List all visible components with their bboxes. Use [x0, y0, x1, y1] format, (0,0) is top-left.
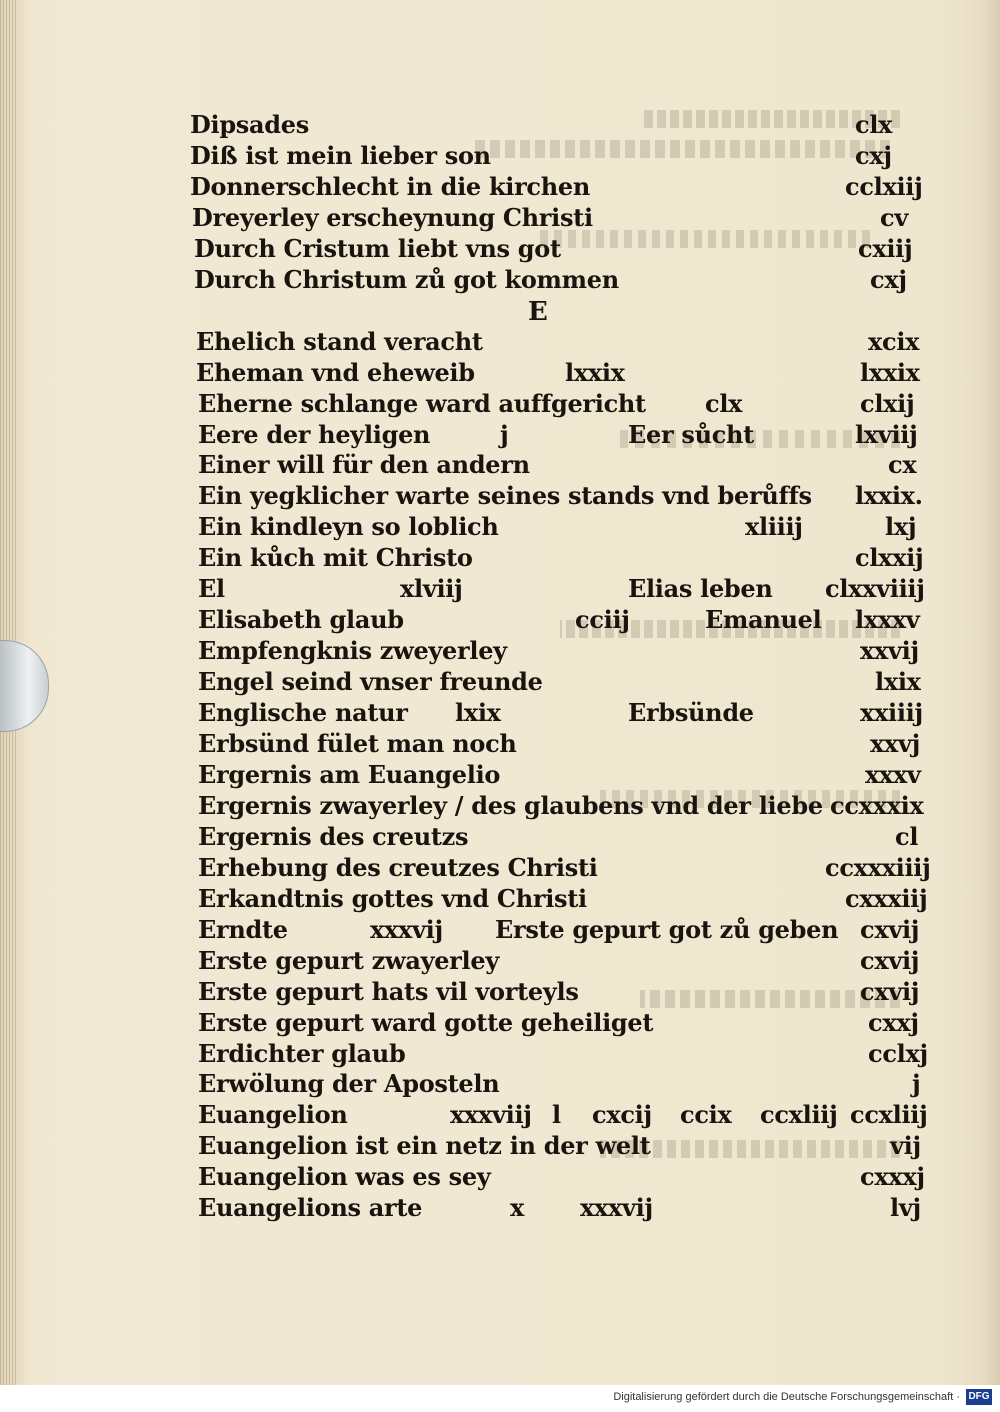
- entry-term: Ergernis am Euangelio: [198, 759, 501, 789]
- entry-reference: j: [500, 419, 509, 449]
- entry-term: Dreyerley erscheynung Christi: [192, 202, 593, 232]
- index-entry: [0, 1162, 1000, 1192]
- entry-reference: cxcij: [592, 1100, 652, 1130]
- entry-reference: clxxviiij: [825, 574, 925, 604]
- entry-reference: x: [510, 1193, 525, 1223]
- entry-term: Diß ist mein lieber son: [190, 140, 491, 170]
- entry-term: Durch Christum zů got kommen: [194, 264, 619, 294]
- index-entry: [0, 853, 1000, 883]
- entry-term: Erndte: [198, 914, 288, 944]
- index-entry: [0, 110, 1000, 140]
- entry-reference: clxij: [860, 388, 915, 418]
- footer-credit: Digitalisierung gefördert durch die Deutsche Forschungsgemeinschaft ·: [613, 1391, 960, 1403]
- index-entry: [0, 203, 1000, 233]
- entry-reference: cxj: [855, 140, 892, 170]
- entry-term: Engel seind vnser freunde: [198, 667, 543, 697]
- index-entry: [0, 667, 1000, 697]
- entry-reference: lxxxv: [855, 605, 920, 635]
- entry-reference: cciij: [575, 605, 630, 635]
- entry-reference: xxvij: [860, 636, 919, 666]
- entry-reference: ccxxxix: [830, 790, 924, 820]
- entry-reference: xxiiij: [860, 698, 923, 728]
- entry-term: Elisabeth glaub: [198, 605, 404, 635]
- section-letter: E: [528, 297, 548, 327]
- index-entry: [0, 1008, 1000, 1038]
- entry-reference: xxvj: [870, 729, 921, 758]
- entry-reference: xcix: [868, 326, 920, 356]
- entry-term: Euangelion: [198, 1100, 348, 1130]
- index-entry: [0, 327, 1000, 357]
- index-entry: [0, 791, 1000, 821]
- entry-term: Empfengknis zweyerley: [198, 636, 507, 666]
- entry-reference: cxxxiij: [845, 883, 928, 913]
- entry-term: Ergernis des creutzs: [198, 821, 469, 851]
- index-entry: [0, 698, 1000, 728]
- entry-term: Durch Cristum liebt vns got: [194, 233, 561, 263]
- entry-term: Erbsünd fület man noch: [198, 729, 517, 758]
- entry-reference: lxxix: [565, 357, 625, 387]
- entry-reference: xlviij: [400, 574, 463, 604]
- entry-reference: cxj: [870, 264, 907, 294]
- entry-reference: cxvij: [860, 945, 920, 975]
- entry-reference: cxiij: [858, 233, 913, 263]
- entry-reference: xxxvij: [580, 1193, 653, 1223]
- entry-reference: cxxxj: [860, 1162, 925, 1192]
- index-entry: [0, 389, 1000, 419]
- entry-reference: lxxix: [860, 357, 920, 387]
- index-entry: [0, 512, 1000, 542]
- entry-reference: Erste gepurt got zů geben: [495, 914, 839, 944]
- entry-term: Euangelions arte: [198, 1193, 423, 1223]
- entry-term: Ergernis zwayerley / des glaubens vnd der liebe: [198, 790, 823, 820]
- index-entry: [0, 1039, 1000, 1069]
- entry-reference: cxvij: [860, 914, 920, 944]
- entry-reference: clx: [705, 388, 743, 418]
- entry-reference: cclxiij: [845, 171, 923, 201]
- index-entry: [0, 977, 1000, 1007]
- entry-term: El: [198, 574, 225, 604]
- entry-term: Donnerschlecht in die kirchen: [190, 171, 591, 201]
- entry-term: Englische natur: [198, 698, 408, 728]
- entry-term: Euangelion was es sey: [198, 1162, 491, 1192]
- entry-reference: xxxv: [865, 759, 921, 789]
- index-entry: [0, 1100, 1000, 1130]
- entry-reference: ccxliij: [760, 1100, 838, 1130]
- footer: [0, 1385, 1000, 1412]
- entry-reference: lvj: [890, 1193, 921, 1223]
- entry-term: Ein kindleyn so loblich: [198, 512, 499, 542]
- entry-term: Eere der heyligen: [198, 419, 431, 449]
- entry-reference: Eer sůcht: [628, 419, 754, 449]
- entry-term: Einer will für den andern: [198, 450, 530, 480]
- entry-term: Eheman vnd eheweib: [196, 357, 475, 387]
- index-entry: [0, 946, 1000, 976]
- index-entry: [0, 481, 1000, 511]
- entry-reference: lxxix.: [855, 481, 923, 511]
- entry-reference: lxj: [885, 512, 917, 542]
- entry-reference: clx: [855, 110, 893, 139]
- entry-reference: ccxxxiiij: [825, 852, 931, 882]
- index-entry: [0, 543, 1000, 573]
- entry-reference: lxviij: [855, 419, 918, 449]
- entry-term: Ehelich stand veracht: [196, 326, 483, 356]
- entry-reference: cxxj: [868, 1007, 919, 1037]
- entry-term: Erste gepurt hats vil vorteyls: [198, 976, 579, 1006]
- entry-reference: Emanuel: [705, 605, 822, 635]
- entry-reference: xliiij: [745, 512, 803, 542]
- entry-term: Erwölung der Aposteln: [198, 1069, 500, 1099]
- entry-reference: ccxliij: [850, 1100, 928, 1130]
- entry-reference: lxix: [455, 698, 501, 728]
- entry-term: Erkandtnis gottes vnd Christi: [198, 883, 587, 913]
- entry-reference: cx: [888, 450, 917, 480]
- entry-reference: cclxj: [868, 1038, 928, 1068]
- entry-reference: ccix: [680, 1100, 732, 1130]
- entry-reference: vij: [890, 1131, 921, 1161]
- entry-reference: xxxviij: [450, 1100, 532, 1130]
- index-entry: [0, 234, 1000, 264]
- index-entry: [0, 1069, 1000, 1099]
- entry-term: Ein kůch mit Christo: [198, 543, 473, 573]
- index-entry: [0, 141, 1000, 171]
- dfg-logo: DFG: [966, 1389, 992, 1405]
- index-entry: [0, 915, 1000, 945]
- entry-term: Erste gepurt zwayerley: [198, 945, 499, 975]
- entry-reference: l: [552, 1100, 561, 1130]
- entry-term: Erdichter glaub: [198, 1038, 406, 1068]
- index-entry: [0, 172, 1000, 202]
- index-entry: [0, 760, 1000, 790]
- entry-term: Erste gepurt ward gotte geheiliget: [198, 1007, 654, 1037]
- index-entry: [0, 729, 1000, 759]
- entry-reference: Elias leben: [628, 574, 773, 604]
- index-entry: [0, 265, 1000, 295]
- index-entry: [0, 574, 1000, 604]
- entry-reference: clxxij: [855, 543, 924, 573]
- entry-term: Eherne schlange ward auffgericht: [198, 388, 646, 418]
- index-entry: [0, 884, 1000, 914]
- entry-reference: cl: [895, 821, 919, 851]
- index-entry: [0, 822, 1000, 852]
- index-entry: [0, 420, 1000, 450]
- entry-term: Dipsades: [190, 110, 309, 139]
- index-entry: [0, 1131, 1000, 1161]
- entry-reference: cv: [880, 202, 908, 232]
- entry-term: Euangelion ist ein netz in der welt: [198, 1131, 651, 1161]
- entry-reference: cxvij: [860, 976, 920, 1006]
- index-entry: [0, 1193, 1000, 1223]
- index-entry: [0, 450, 1000, 480]
- entry-reference: j: [912, 1069, 921, 1099]
- index-entry: [0, 636, 1000, 666]
- index-entry: [0, 605, 1000, 635]
- entry-reference: Erbsünde: [628, 698, 754, 728]
- entry-term: Erhebung des creutzes Christi: [198, 852, 598, 882]
- entry-reference: lxix: [875, 667, 921, 697]
- index-entry: [0, 358, 1000, 388]
- entry-term: Ein yegklicher warte seines stands vnd berůffs: [198, 481, 812, 511]
- entry-reference: xxxvij: [370, 914, 443, 944]
